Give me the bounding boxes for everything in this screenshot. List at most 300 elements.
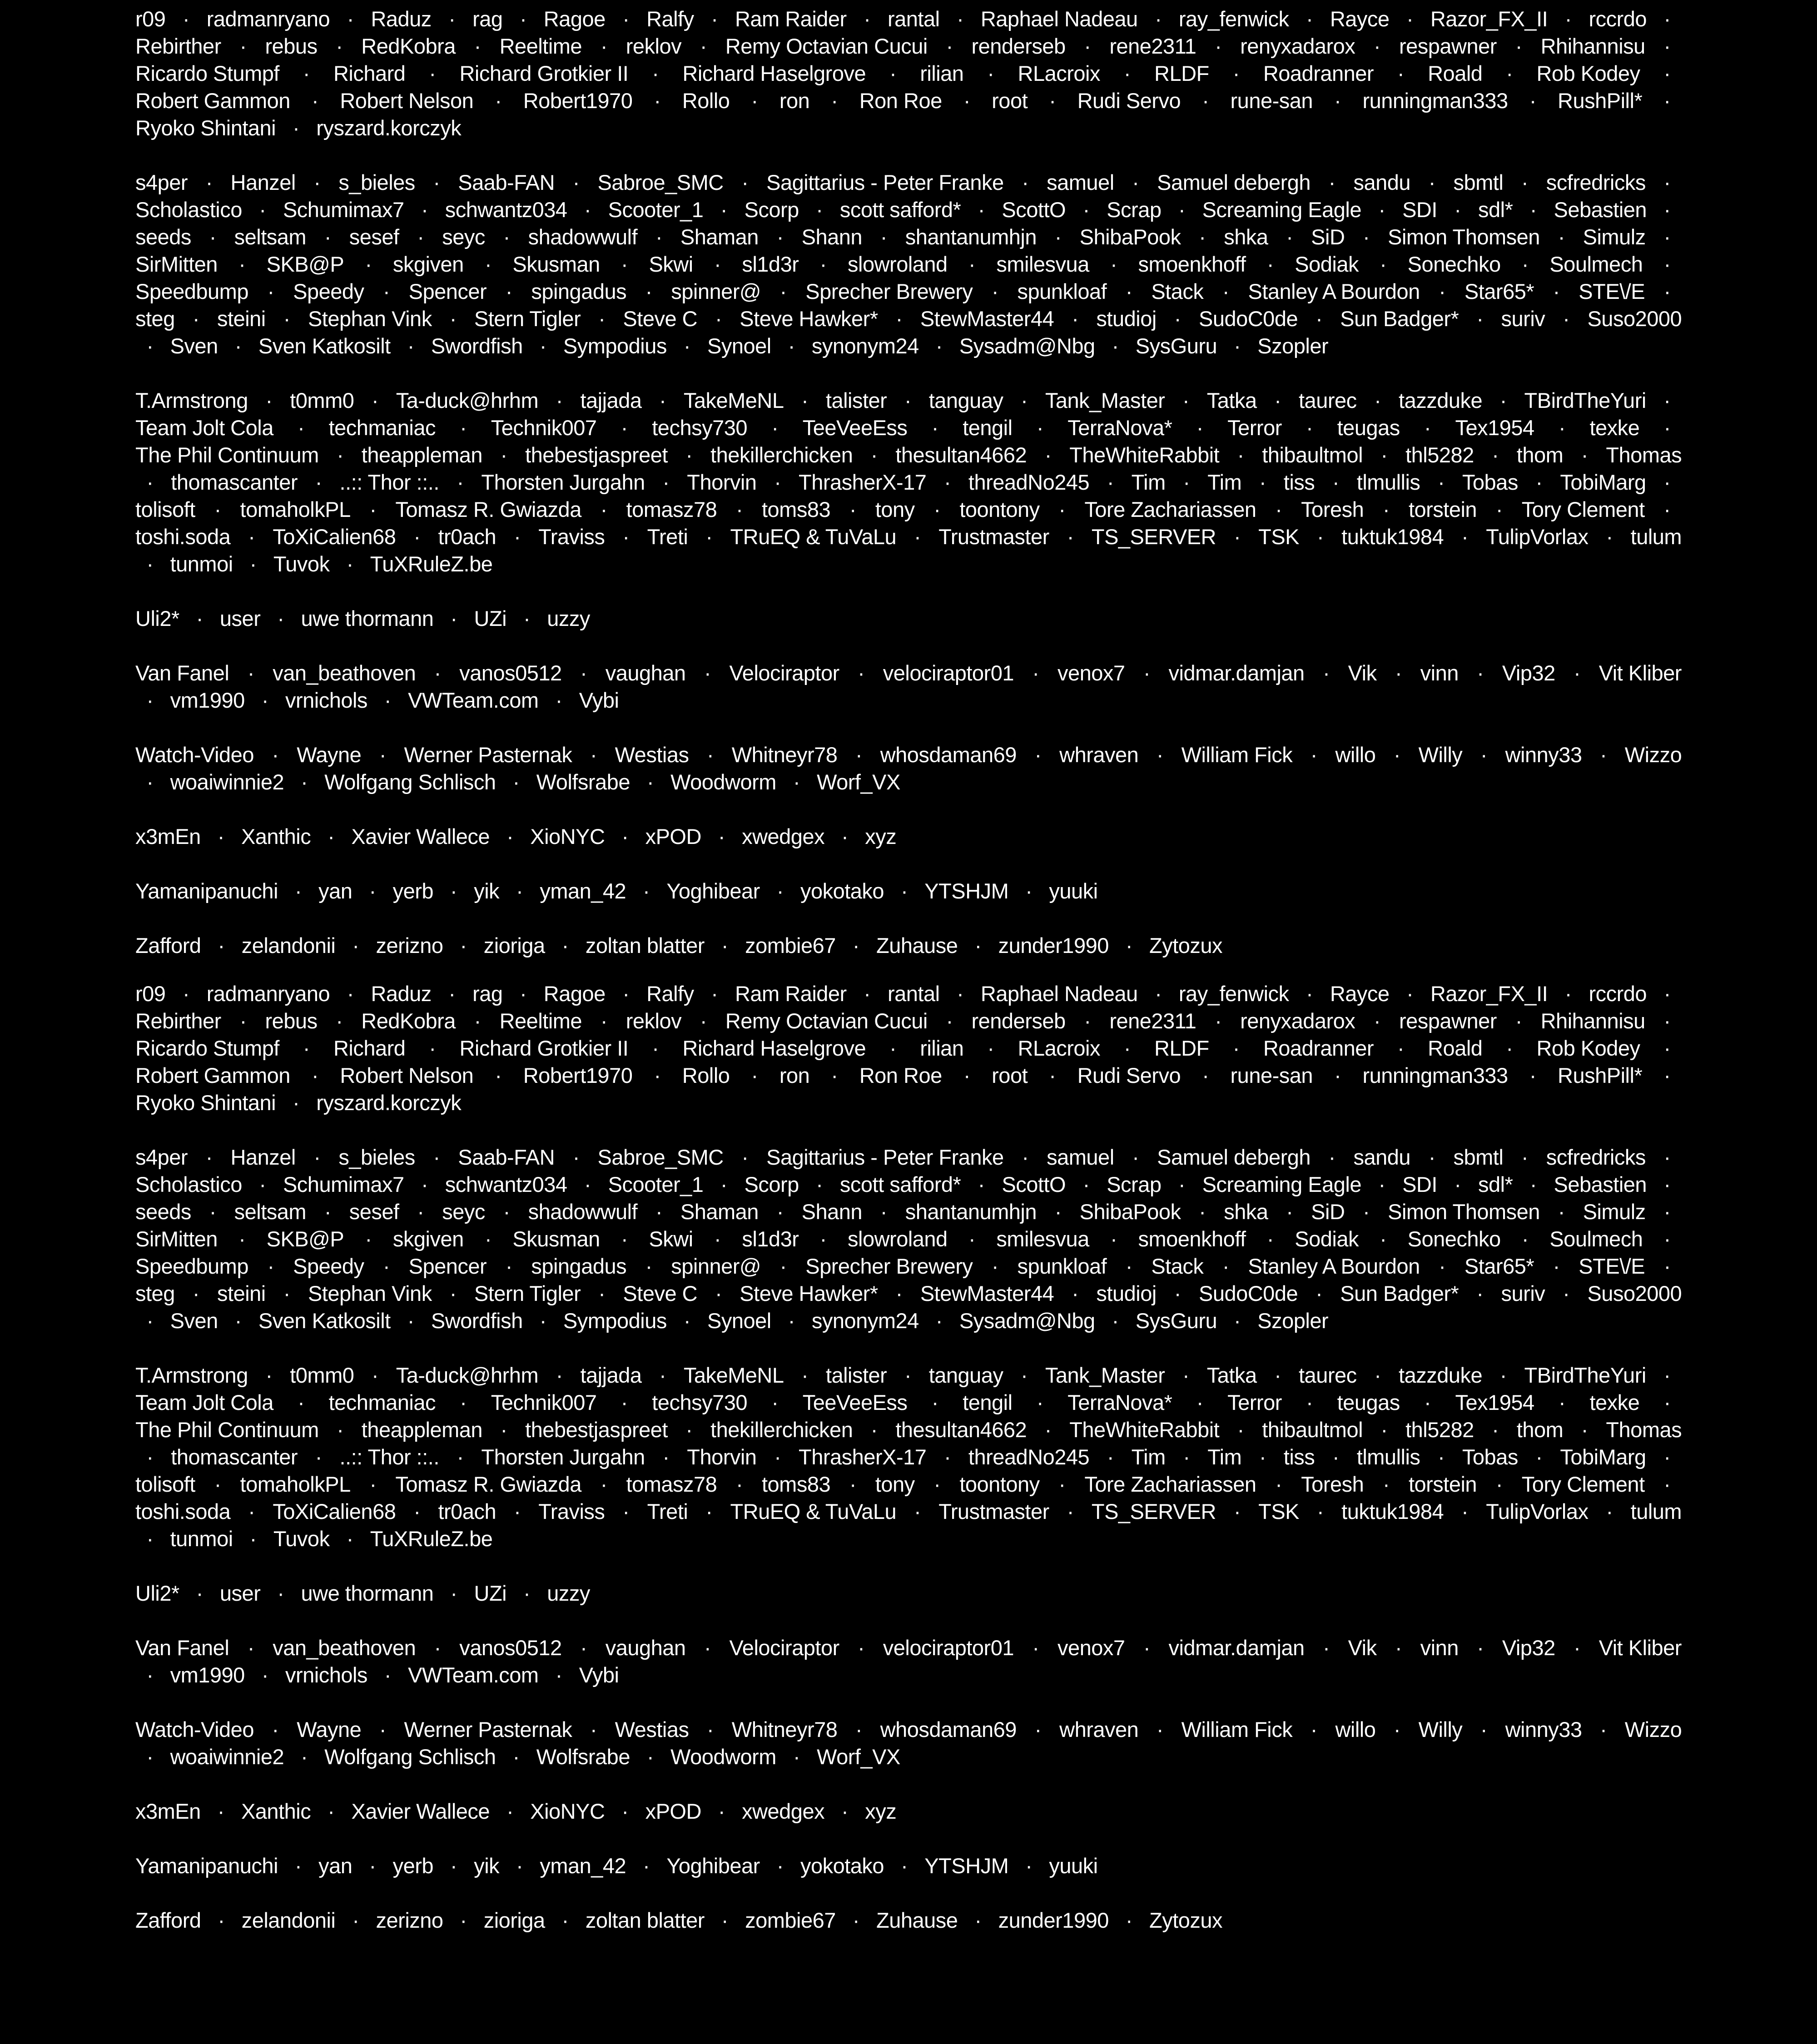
- separator-dot: ·: [662, 470, 670, 494]
- separator-dot: ·: [621, 416, 628, 440]
- donor-name: Watch-Video: [135, 743, 254, 767]
- donor-name: Team Jolt Cola: [135, 416, 273, 440]
- donor-name: samuel: [1047, 1145, 1114, 1169]
- donor-name: Richard Grotkier II: [459, 61, 629, 85]
- separator-dot: ·: [500, 443, 507, 467]
- donor-name: s4per: [135, 170, 188, 194]
- donor-name: tomasz78: [626, 497, 717, 521]
- donor-name: studioj: [1096, 307, 1157, 331]
- donor-name: tiss: [1283, 1445, 1315, 1469]
- donor-name: winny33: [1505, 743, 1582, 767]
- separator-dot: ·: [1021, 388, 1028, 412]
- separator-dot: ·: [523, 1581, 531, 1605]
- donor-name: Reeltime: [499, 1009, 582, 1033]
- donor-name: zoltan blatter: [585, 1908, 705, 1932]
- donor-name: Scrap: [1107, 1172, 1162, 1196]
- separator-dot: ·: [1025, 879, 1033, 903]
- separator-dot: ·: [1374, 34, 1381, 58]
- donor-name: Traviss: [538, 525, 605, 549]
- separator-dot: ·: [347, 7, 354, 31]
- separator-dot: ·: [683, 334, 691, 358]
- donor-name: yuuki: [1049, 1854, 1098, 1878]
- donor-name: Stack: [1151, 1254, 1204, 1278]
- separator-dot: ·: [505, 1254, 512, 1278]
- separator-dot: ·: [1363, 225, 1370, 249]
- donor-name: Schumimax7: [283, 1172, 404, 1196]
- separator-dot: ·: [1082, 198, 1090, 222]
- separator-dot: ·: [1222, 1254, 1230, 1278]
- donor-name: Tim: [1207, 1445, 1242, 1469]
- separator-dot: ·: [864, 7, 871, 31]
- separator-dot: ·: [646, 770, 654, 794]
- name-group-s-copy-2: [135, 1144, 1682, 1335]
- donor-name: toms83: [761, 497, 831, 521]
- separator-dot: ·: [1032, 1636, 1039, 1660]
- donor-name: vm1990: [170, 1663, 245, 1687]
- separator-dot: ·: [1022, 170, 1029, 194]
- separator-dot: ·: [1663, 170, 1671, 194]
- separator-dot: ·: [247, 661, 254, 685]
- donor-name: VWTeam.com: [408, 1663, 539, 1687]
- donor-name: texke: [1589, 416, 1640, 440]
- separator-dot: ·: [146, 1309, 154, 1333]
- donor-name: SysGuru: [1135, 1309, 1217, 1333]
- separator-dot: ·: [448, 7, 456, 31]
- separator-dot: ·: [659, 388, 666, 412]
- donor-name: sesef: [349, 225, 399, 249]
- separator-dot: ·: [495, 89, 502, 113]
- donor-name: Rob Kodey: [1536, 61, 1640, 85]
- separator-dot: ·: [1529, 1063, 1536, 1087]
- donor-name: Sonechko: [1407, 1227, 1501, 1251]
- separator-dot: ·: [1395, 661, 1402, 685]
- donor-name: Razor_FX_II: [1430, 982, 1548, 1006]
- separator-dot: ·: [1476, 307, 1484, 331]
- separator-dot: ·: [1067, 1499, 1074, 1523]
- donor-name: Stephan Vink: [308, 307, 432, 331]
- separator-dot: ·: [1378, 198, 1385, 222]
- donor-name: The Phil Continuum: [135, 443, 319, 467]
- donor-name: t0mm0: [290, 1363, 354, 1387]
- separator-dot: ·: [328, 824, 335, 848]
- donor-name: Rudi Servo: [1077, 89, 1181, 113]
- separator-dot: ·: [1196, 1390, 1203, 1414]
- donor-name: thebestjaspreet: [525, 1418, 668, 1442]
- separator-dot: ·: [718, 1799, 725, 1823]
- separator-dot: ·: [460, 416, 467, 440]
- donor-name: ShibaPook: [1079, 225, 1181, 249]
- donor-name: Zafford: [135, 1908, 201, 1932]
- separator-dot: ·: [645, 279, 652, 303]
- donor-name: tlmullis: [1356, 470, 1420, 494]
- separator-dot: ·: [600, 34, 607, 58]
- donor-name: TeeVeeEss: [802, 416, 908, 440]
- separator-dot: ·: [901, 1854, 908, 1878]
- separator-dot: ·: [1581, 1418, 1588, 1442]
- donor-name: yan: [318, 879, 352, 903]
- donor-name: vanos0512: [459, 661, 562, 685]
- separator-dot: ·: [1032, 661, 1039, 685]
- donor-name: Thomas: [1606, 443, 1682, 467]
- separator-dot: ·: [1323, 661, 1330, 685]
- donor-name: taurec: [1299, 1363, 1357, 1387]
- donor-name: TSK: [1258, 525, 1300, 549]
- separator-dot: ·: [417, 225, 424, 249]
- donor-name: Sympodius: [563, 334, 667, 358]
- separator-dot: ·: [1439, 1254, 1446, 1278]
- separator-dot: ·: [238, 1227, 246, 1251]
- donor-name: Willy: [1418, 1717, 1463, 1741]
- donor-name: seyc: [442, 225, 485, 249]
- name-group-r-copy-2: [135, 980, 1682, 1116]
- separator-dot: ·: [935, 334, 943, 358]
- donor-name: vidmar.damjan: [1168, 661, 1305, 685]
- donor-name: SysGuru: [1135, 334, 1217, 358]
- donor-name: ToXiCalien68: [273, 525, 396, 549]
- separator-dot: ·: [776, 879, 784, 903]
- donor-name: TakeMeNL: [683, 1363, 784, 1387]
- donor-name: ThrasherX-17: [799, 1445, 927, 1469]
- donor-name: Sysadm@Nbg: [959, 334, 1095, 358]
- donor-name: Saab-FAN: [458, 170, 555, 194]
- donor-name: spunkloaf: [1017, 279, 1107, 303]
- separator-dot: ·: [1323, 1636, 1330, 1660]
- separator-dot: ·: [1663, 1445, 1671, 1469]
- donor-name: Wolfsrabe: [536, 770, 630, 794]
- donor-name: Sympodius: [563, 1309, 667, 1333]
- donor-name: respawner: [1399, 34, 1497, 58]
- separator-dot: ·: [914, 525, 921, 549]
- separator-dot: ·: [1374, 388, 1381, 412]
- donor-name: William Fick: [1181, 1717, 1293, 1741]
- separator-dot: ·: [259, 1172, 266, 1196]
- donor-name: zunder1990: [998, 933, 1109, 958]
- donor-name: spunkloaf: [1017, 1254, 1107, 1278]
- separator-dot: ·: [622, 7, 630, 31]
- separator-dot: ·: [991, 1254, 999, 1278]
- donor-name: Treti: [647, 1499, 688, 1523]
- donor-name: Simulz: [1583, 225, 1646, 249]
- separator-dot: ·: [819, 1227, 827, 1251]
- donor-name: Team Jolt Cola: [135, 1390, 273, 1414]
- donor-name: TBirdTheYuri: [1524, 388, 1646, 412]
- donor-name: t0mm0: [290, 388, 354, 412]
- donor-name: Robert Gammon: [135, 1063, 290, 1087]
- donor-name: RushPill*: [1558, 1063, 1643, 1087]
- separator-dot: ·: [1477, 661, 1484, 685]
- separator-dot: ·: [1663, 198, 1671, 222]
- separator-dot: ·: [379, 743, 386, 767]
- donor-name: Sun Badger*: [1340, 1281, 1459, 1305]
- donor-name: teugas: [1337, 1390, 1400, 1414]
- separator-dot: ·: [1663, 34, 1671, 58]
- donor-name: xyz: [865, 1799, 897, 1823]
- separator-dot: ·: [1112, 1309, 1119, 1333]
- separator-dot: ·: [711, 982, 718, 1006]
- donor-name: tony: [875, 497, 915, 521]
- separator-dot: ·: [771, 416, 779, 440]
- separator-dot: ·: [904, 388, 912, 412]
- donor-name: slowroland: [848, 1227, 948, 1251]
- separator-dot: ·: [315, 1445, 322, 1469]
- donor-name: Scooter_1: [608, 198, 704, 222]
- separator-dot: ·: [662, 1445, 670, 1469]
- name-group-z-copy-2: [135, 1907, 1682, 1934]
- separator-dot: ·: [1110, 1227, 1117, 1251]
- separator-dot: ·: [1183, 1445, 1190, 1469]
- separator-dot: ·: [561, 933, 569, 958]
- separator-dot: ·: [312, 89, 319, 113]
- donor-name: RLacroix: [1018, 61, 1100, 85]
- donor-name: TSK: [1258, 1499, 1300, 1523]
- separator-dot: ·: [336, 34, 343, 58]
- separator-dot: ·: [523, 606, 531, 630]
- donor-name: Scholastico: [135, 1172, 242, 1196]
- separator-dot: ·: [1266, 1227, 1274, 1251]
- donor-name: van_beathoven: [273, 661, 416, 685]
- donor-name: ..:: Thor ::..: [339, 470, 439, 494]
- separator-dot: ·: [1232, 61, 1240, 85]
- separator-dot: ·: [205, 170, 213, 194]
- donor-name: ..:: Thor ::..: [339, 1445, 439, 1469]
- donor-name: Thorsten Jurgahn: [481, 1445, 645, 1469]
- donor-name: Tim: [1207, 470, 1242, 494]
- separator-dot: ·: [621, 252, 628, 276]
- separator-dot: ·: [298, 416, 305, 440]
- separator-dot: ·: [1067, 525, 1074, 549]
- separator-dot: ·: [248, 1499, 255, 1523]
- separator-dot: ·: [1663, 1172, 1671, 1196]
- donor-name: Spencer: [408, 1254, 487, 1278]
- separator-dot: ·: [1084, 34, 1091, 58]
- donor-name: Robert1970: [523, 89, 633, 113]
- donor-name: Ta-duck@hrhm: [396, 1363, 539, 1387]
- donor-name: Tex1954: [1455, 1390, 1534, 1414]
- separator-dot: ·: [580, 661, 587, 685]
- donor-name: Yamanipanuchi: [135, 879, 278, 903]
- separator-dot: ·: [946, 34, 953, 58]
- separator-dot: ·: [771, 1390, 779, 1414]
- separator-dot: ·: [1125, 1908, 1133, 1932]
- separator-dot: ·: [413, 525, 421, 549]
- separator-dot: ·: [337, 1418, 344, 1442]
- separator-dot: ·: [931, 1390, 938, 1414]
- donor-name: shantanumhjn: [905, 225, 1037, 249]
- donor-name: toontony: [959, 1472, 1040, 1496]
- donor-name: ron: [779, 89, 810, 113]
- separator-dot: ·: [1274, 1363, 1281, 1387]
- donor-name: thesultan4662: [895, 443, 1027, 467]
- separator-dot: ·: [841, 1799, 849, 1823]
- separator-dot: ·: [621, 824, 629, 848]
- separator-dot: ·: [1663, 279, 1671, 303]
- separator-dot: ·: [384, 1663, 392, 1687]
- separator-dot: ·: [1232, 1036, 1240, 1060]
- separator-dot: ·: [421, 198, 428, 222]
- donor-name: Soulmech: [1549, 1227, 1643, 1251]
- donor-name: Ricardo Stumpf: [135, 61, 279, 85]
- separator-dot: ·: [295, 1854, 302, 1878]
- separator-dot: ·: [146, 1527, 154, 1551]
- separator-dot: ·: [1112, 334, 1119, 358]
- separator-dot: ·: [1183, 470, 1190, 494]
- donor-name: synonym24: [811, 1309, 919, 1333]
- donor-name: Shann: [801, 225, 863, 249]
- separator-dot: ·: [1199, 225, 1206, 249]
- donor-name: sdl*: [1478, 198, 1513, 222]
- separator-dot: ·: [324, 225, 331, 249]
- separator-dot: ·: [788, 1309, 795, 1333]
- donor-name: Stack: [1151, 279, 1204, 303]
- separator-dot: ·: [218, 933, 225, 958]
- separator-dot: ·: [449, 307, 457, 331]
- donor-name: The Phil Continuum: [135, 1418, 319, 1442]
- donor-name: TS_SERVER: [1091, 1499, 1216, 1523]
- separator-dot: ·: [598, 1281, 606, 1305]
- donor-name: thekillerchicken: [710, 1418, 853, 1442]
- donor-name: Yamanipanuchi: [135, 1854, 278, 1878]
- separator-dot: ·: [272, 1717, 279, 1741]
- separator-dot: ·: [751, 89, 758, 113]
- donor-name: Sysadm@Nbg: [959, 1309, 1095, 1333]
- donor-name: StewMaster44: [920, 307, 1054, 331]
- separator-dot: ·: [1492, 1418, 1499, 1442]
- separator-dot: ·: [1663, 982, 1671, 1006]
- separator-dot: ·: [1454, 198, 1461, 222]
- donor-name: Synoel: [707, 334, 771, 358]
- donor-name: Tory Clement: [1521, 497, 1645, 521]
- donor-name: Westias: [615, 1717, 689, 1741]
- separator-dot: ·: [433, 170, 440, 194]
- donor-name: Rob Kodey: [1536, 1036, 1640, 1060]
- separator-dot: ·: [146, 470, 154, 494]
- donor-name: UZi: [474, 606, 507, 630]
- separator-dot: ·: [858, 661, 865, 685]
- separator-dot: ·: [516, 1854, 523, 1878]
- donor-name: r09: [135, 7, 166, 31]
- donor-name: rantal: [887, 7, 940, 31]
- donor-name: rccrdo: [1589, 982, 1647, 1006]
- separator-dot: ·: [1378, 1172, 1385, 1196]
- donor-name: Roald: [1428, 61, 1483, 85]
- donor-name: scfredricks: [1546, 170, 1646, 194]
- separator-dot: ·: [249, 552, 257, 576]
- donor-name: Vybi: [579, 688, 619, 712]
- donor-name: renderseb: [971, 1009, 1066, 1033]
- separator-dot: ·: [1397, 1036, 1405, 1060]
- donor-name: torstein: [1408, 497, 1477, 521]
- separator-dot: ·: [1559, 1390, 1566, 1414]
- donor-name: TuXRuleZ.be: [370, 552, 493, 576]
- separator-dot: ·: [1328, 1145, 1335, 1169]
- donor-name: whraven: [1059, 743, 1139, 767]
- separator-dot: ·: [352, 933, 359, 958]
- donor-name: xyz: [865, 824, 897, 848]
- separator-dot: ·: [261, 688, 268, 712]
- separator-dot: ·: [407, 1309, 414, 1333]
- donor-name: Rebirther: [135, 1009, 221, 1033]
- separator-dot: ·: [369, 879, 376, 903]
- separator-dot: ·: [1383, 497, 1390, 521]
- separator-dot: ·: [1663, 1363, 1671, 1387]
- separator-dot: ·: [705, 525, 713, 549]
- separator-dot: ·: [516, 879, 523, 903]
- separator-dot: ·: [622, 1499, 630, 1523]
- donor-name: xPOD: [645, 824, 701, 848]
- separator-dot: ·: [978, 198, 985, 222]
- donor-name: Stanley A Bourdon: [1248, 1254, 1420, 1278]
- name-group-w-copy-1: [135, 741, 1682, 796]
- donor-name: ThrasherX-17: [799, 470, 927, 494]
- donor-name: thomascanter: [171, 470, 298, 494]
- separator-dot: ·: [600, 1009, 607, 1033]
- separator-dot: ·: [1564, 982, 1572, 1006]
- separator-dot: ·: [700, 34, 707, 58]
- donor-name: TheWhiteRabbit: [1069, 1418, 1220, 1442]
- separator-dot: ·: [146, 334, 154, 358]
- separator-dot: ·: [685, 1418, 693, 1442]
- separator-dot: ·: [1397, 61, 1405, 85]
- donor-name: Sven Katkosilt: [258, 334, 391, 358]
- separator-dot: ·: [1476, 1281, 1484, 1305]
- separator-dot: ·: [643, 879, 650, 903]
- donor-name: shka: [1224, 225, 1268, 249]
- separator-dot: ·: [1286, 225, 1293, 249]
- separator-dot: ·: [1606, 525, 1613, 549]
- donor-name: Stephan Vink: [308, 1281, 432, 1305]
- donor-name: whosdaman69: [880, 743, 1017, 767]
- donor-name: Terror: [1227, 1390, 1282, 1414]
- donor-name: Tatka: [1206, 388, 1257, 412]
- separator-dot: ·: [1044, 1418, 1052, 1442]
- separator-dot: ·: [484, 252, 492, 276]
- separator-dot: ·: [1143, 1636, 1151, 1660]
- separator-dot: ·: [946, 1009, 953, 1033]
- separator-dot: ·: [1363, 1200, 1370, 1224]
- separator-dot: ·: [991, 279, 999, 303]
- donor-name: s_bieles: [338, 170, 415, 194]
- donor-name: Star65*: [1464, 1254, 1534, 1278]
- separator-dot: ·: [1125, 1254, 1132, 1278]
- separator-dot: ·: [779, 279, 787, 303]
- donor-name: root: [992, 89, 1028, 113]
- donor-name: Shaman: [680, 1200, 759, 1224]
- donor-name: talister: [825, 1363, 887, 1387]
- separator-dot: ·: [555, 1663, 562, 1687]
- donor-name: vinn: [1420, 661, 1459, 685]
- separator-dot: ·: [450, 1854, 457, 1878]
- donor-name: Ta-duck@hrhm: [396, 388, 539, 412]
- separator-dot: ·: [645, 1254, 652, 1278]
- separator-dot: ·: [1559, 416, 1566, 440]
- separator-dot: ·: [1156, 1717, 1164, 1741]
- donor-name: teugas: [1337, 416, 1400, 440]
- separator-dot: ·: [852, 1908, 860, 1932]
- donor-name: Robert Gammon: [135, 89, 290, 113]
- donor-name: texke: [1589, 1390, 1640, 1414]
- separator-dot: ·: [457, 1445, 464, 1469]
- separator-dot: ·: [720, 1172, 728, 1196]
- separator-dot: ·: [293, 1091, 300, 1115]
- separator-dot: ·: [652, 61, 659, 85]
- separator-dot: ·: [889, 1036, 897, 1060]
- separator-dot: ·: [474, 1009, 481, 1033]
- donor-name: TBirdTheYuri: [1524, 1363, 1646, 1387]
- separator-dot: ·: [819, 252, 827, 276]
- donor-name: zelandonii: [241, 1908, 336, 1932]
- donor-name: sandu: [1353, 1145, 1411, 1169]
- donor-name: TRuEQ & TuVaLu: [730, 1499, 897, 1523]
